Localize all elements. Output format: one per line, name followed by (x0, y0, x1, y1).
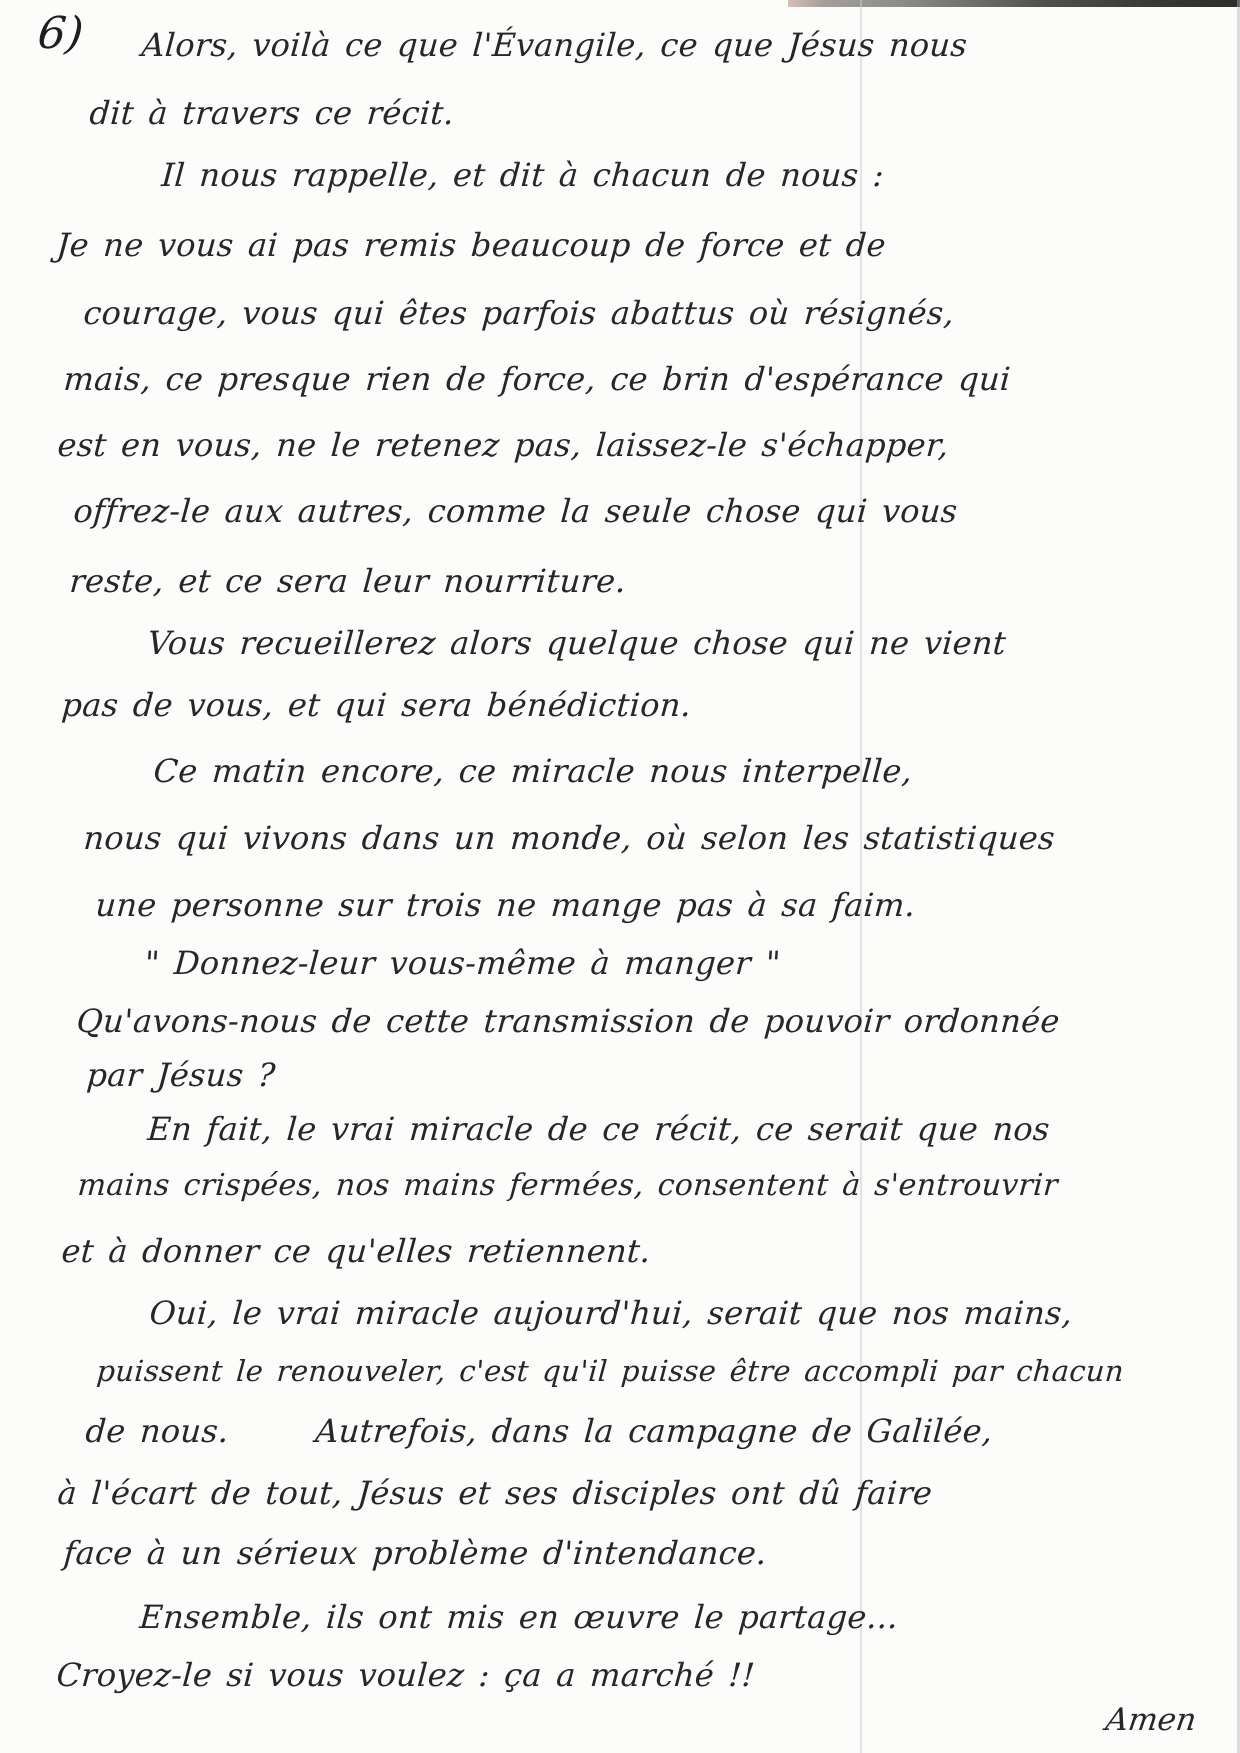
handwritten-line-21: Oui, le vrai miracle aujourd'hui, serait que nos mains, (148, 1294, 1074, 1332)
handwritten-line-9: reste, et ce sera leur nourriture. (68, 562, 628, 600)
handwritten-line-27: Croyez-le si vous voulez : ça a marché !! (55, 1656, 757, 1694)
handwritten-line-4: Je ne vous ai pas remis beaucoup de force et de (55, 226, 888, 264)
handwritten-line-20: et à donner ce qu'elles retiennent. (60, 1232, 652, 1270)
handwritten-line-12: Ce matin encore, ce miracle nous interpelle, (152, 752, 914, 790)
handwritten-line-1: Alors, voilà ce que l'Évangile, ce que Jésus nous (140, 26, 969, 64)
handwritten-line-24: à l'écart de tout, Jésus et ses disciples ont dû faire (56, 1474, 934, 1512)
handwritten-line-5: courage, vous qui êtes parfois abattus où résignés, (82, 294, 956, 332)
handwritten-line-26: Ensemble, ils ont mis en œuvre le partage... (138, 1598, 900, 1636)
handwritten-line-2: dit à travers ce récit. (88, 94, 456, 132)
handwritten-line-18: En fait, le vrai miracle de ce récit, ce serait que nos (146, 1110, 1052, 1148)
handwritten-line-15-quote: " Donnez-leur vous-même à manger " (143, 944, 782, 982)
handwritten-line-16: Qu'avons-nous de cette transmission de pouvoir ordonnée (75, 1002, 1062, 1040)
handwritten-line-10: Vous recueillerez alors quelque chose qui ne vient (146, 624, 1008, 662)
handwritten-line-6: mais, ce presque rien de force, ce brin d'espérance qui (62, 360, 1012, 398)
handwritten-line-23: de nous. Autrefois, dans la campagne de Galilée, (84, 1412, 994, 1450)
handwritten-line-17: par Jésus ? (85, 1056, 277, 1094)
handwritten-line-13: nous qui vivons dans un monde, où selon les statistiques (82, 819, 1057, 857)
handwritten-line-11: pas de vous, et qui sera bénédiction. (60, 686, 693, 724)
handwritten-line-19: mains crispées, nos mains fermées, consentent à s'entrouvrir (76, 1168, 1060, 1203)
handwritten-line-25: face à un sérieux problème d'intendance. (62, 1534, 769, 1572)
handwritten-line-8: offrez-le aux autres, comme la seule chose qui vous (72, 492, 959, 530)
handwritten-line-3: Il nous rappelle, et dit à chacun de nous : (160, 156, 886, 194)
page-number: 6) (35, 8, 86, 59)
handwritten-line-22: puissent le renouveler, c'est qu'il puisse être accompli par chacun (95, 1354, 1126, 1388)
signature-amen: Amen (1103, 1702, 1199, 1738)
handwritten-line-14: une personne sur trois ne mange pas à sa faim. (94, 886, 917, 924)
handwritten-line-7: est en vous, ne le retenez pas, laissez-le s'échapper, (56, 426, 950, 464)
scan-artifact-top-bar (788, 0, 1240, 7)
